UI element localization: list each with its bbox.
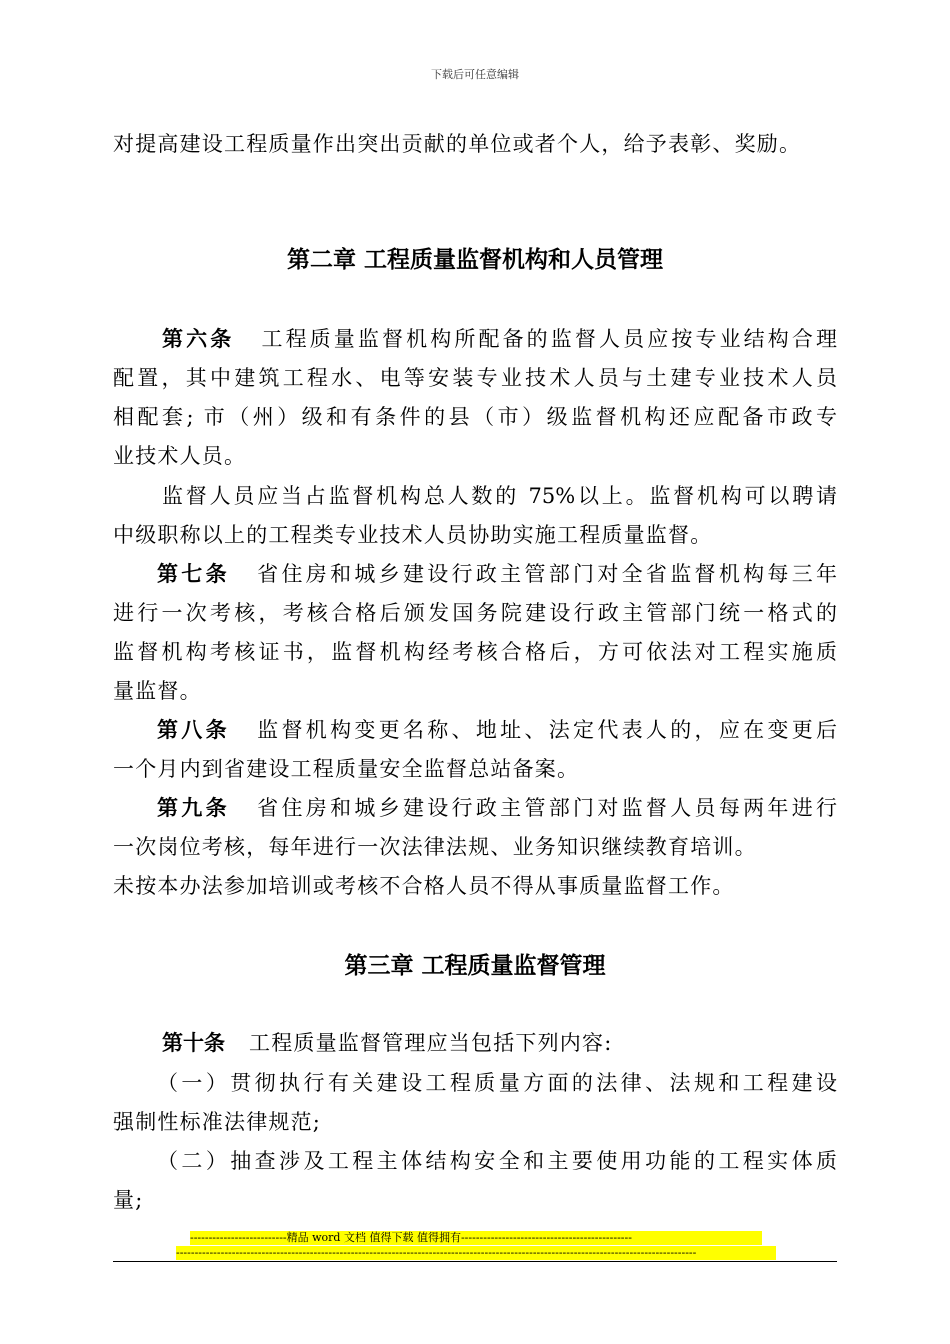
article-8-text: 监督机构变更名称、地址、法定代表人的，应在变更后	[253, 718, 837, 742]
article-6-title: 第六条	[162, 327, 235, 351]
article-7-line-3: 监督机构考核证书，监督机构经考核合格后，方可依法对工程实施质	[113, 640, 837, 664]
article-7-line-1	[157, 558, 837, 590]
article-6-line-1	[162, 323, 837, 355]
item-1-line-1: （一）贯彻执行有关建设工程质量方面的法律、法规和工程建设	[157, 1071, 837, 1095]
article-7-text: 省住房和城乡建设行政主管部门对全省监督机构每三年	[253, 562, 837, 586]
article-9-line-2: 一次岗位考核，每年进行一次法律法规、业务知识继续教育培训。	[113, 835, 757, 859]
paragraph-line: 对提高建设工程质量作出突出贡献的单位或者个人，给予表彰、奖励。	[113, 132, 802, 156]
article-7-line-4: 量监督。	[113, 679, 202, 703]
item-2-line-2: 量;	[113, 1188, 144, 1212]
article-6-line-3: 相配套; 市（州）级和有条件的县（市）级监督机构还应配备市政专	[113, 405, 837, 429]
page-header-note: 下载后可任意编辑	[431, 68, 519, 81]
article-6-line-4: 业技术人员。	[113, 444, 247, 468]
item-2-line-1: （二）抽查涉及工程主体结构安全和主要使用功能的工程实体质	[157, 1149, 837, 1173]
footer-banner-line-2: --------------------------------------------------------------------------------------------------------------------------------------------	[176, 1246, 776, 1260]
article-8-line-1	[157, 714, 837, 746]
footer-banner-line-1: --------------------------精品 word 文档 值得下载 值得拥有----------------------------------------------	[190, 1231, 762, 1245]
article-9-text: 省住房和城乡建设行政主管部门对监督人员每两年进行	[253, 796, 837, 820]
article-9-line-3: 未按本办法参加培训或考核不合格人员不得从事质量监督工作。	[113, 874, 735, 898]
chapter-heading-3: 第三章 工程质量监督管理	[344, 953, 606, 979]
article-10-text: 工程质量监督管理应当包括下列内容:	[249, 1031, 613, 1055]
article-9-line-1	[157, 792, 837, 824]
article-7-line-2: 进行一次考核，考核合格后颁发国务院建设行政主管部门统一格式的	[113, 601, 837, 625]
article-6-text: 工程质量监督机构所配备的监督人员应按专业结构合理	[258, 327, 838, 351]
chapter-heading-2: 第二章 工程质量监督机构和人员管理	[286, 247, 663, 273]
article-6-line-2: 配置，其中建筑工程水、电等安装专业技术人员与土建专业技术人员	[113, 366, 837, 390]
article-6-para-2-line-1: 监督人员应当占监督机构总人数的 75%以上。监督机构可以聘请	[162, 484, 837, 508]
item-1-line-2: 强制性标准法律规范;	[113, 1110, 322, 1134]
article-10-title: 第十条	[162, 1031, 225, 1055]
article-8-line-2: 一个月内到省建设工程质量安全监督总站备案。	[113, 757, 580, 781]
article-8-title: 第八条	[157, 718, 230, 742]
footer-divider	[113, 1261, 837, 1262]
article-6-para-2-line-2: 中级职称以上的工程类专业技术人员协助实施工程质量监督。	[113, 523, 713, 547]
article-10-line-1	[162, 1027, 837, 1059]
article-7-title: 第七条	[157, 562, 230, 586]
article-9-title: 第九条	[157, 796, 230, 820]
